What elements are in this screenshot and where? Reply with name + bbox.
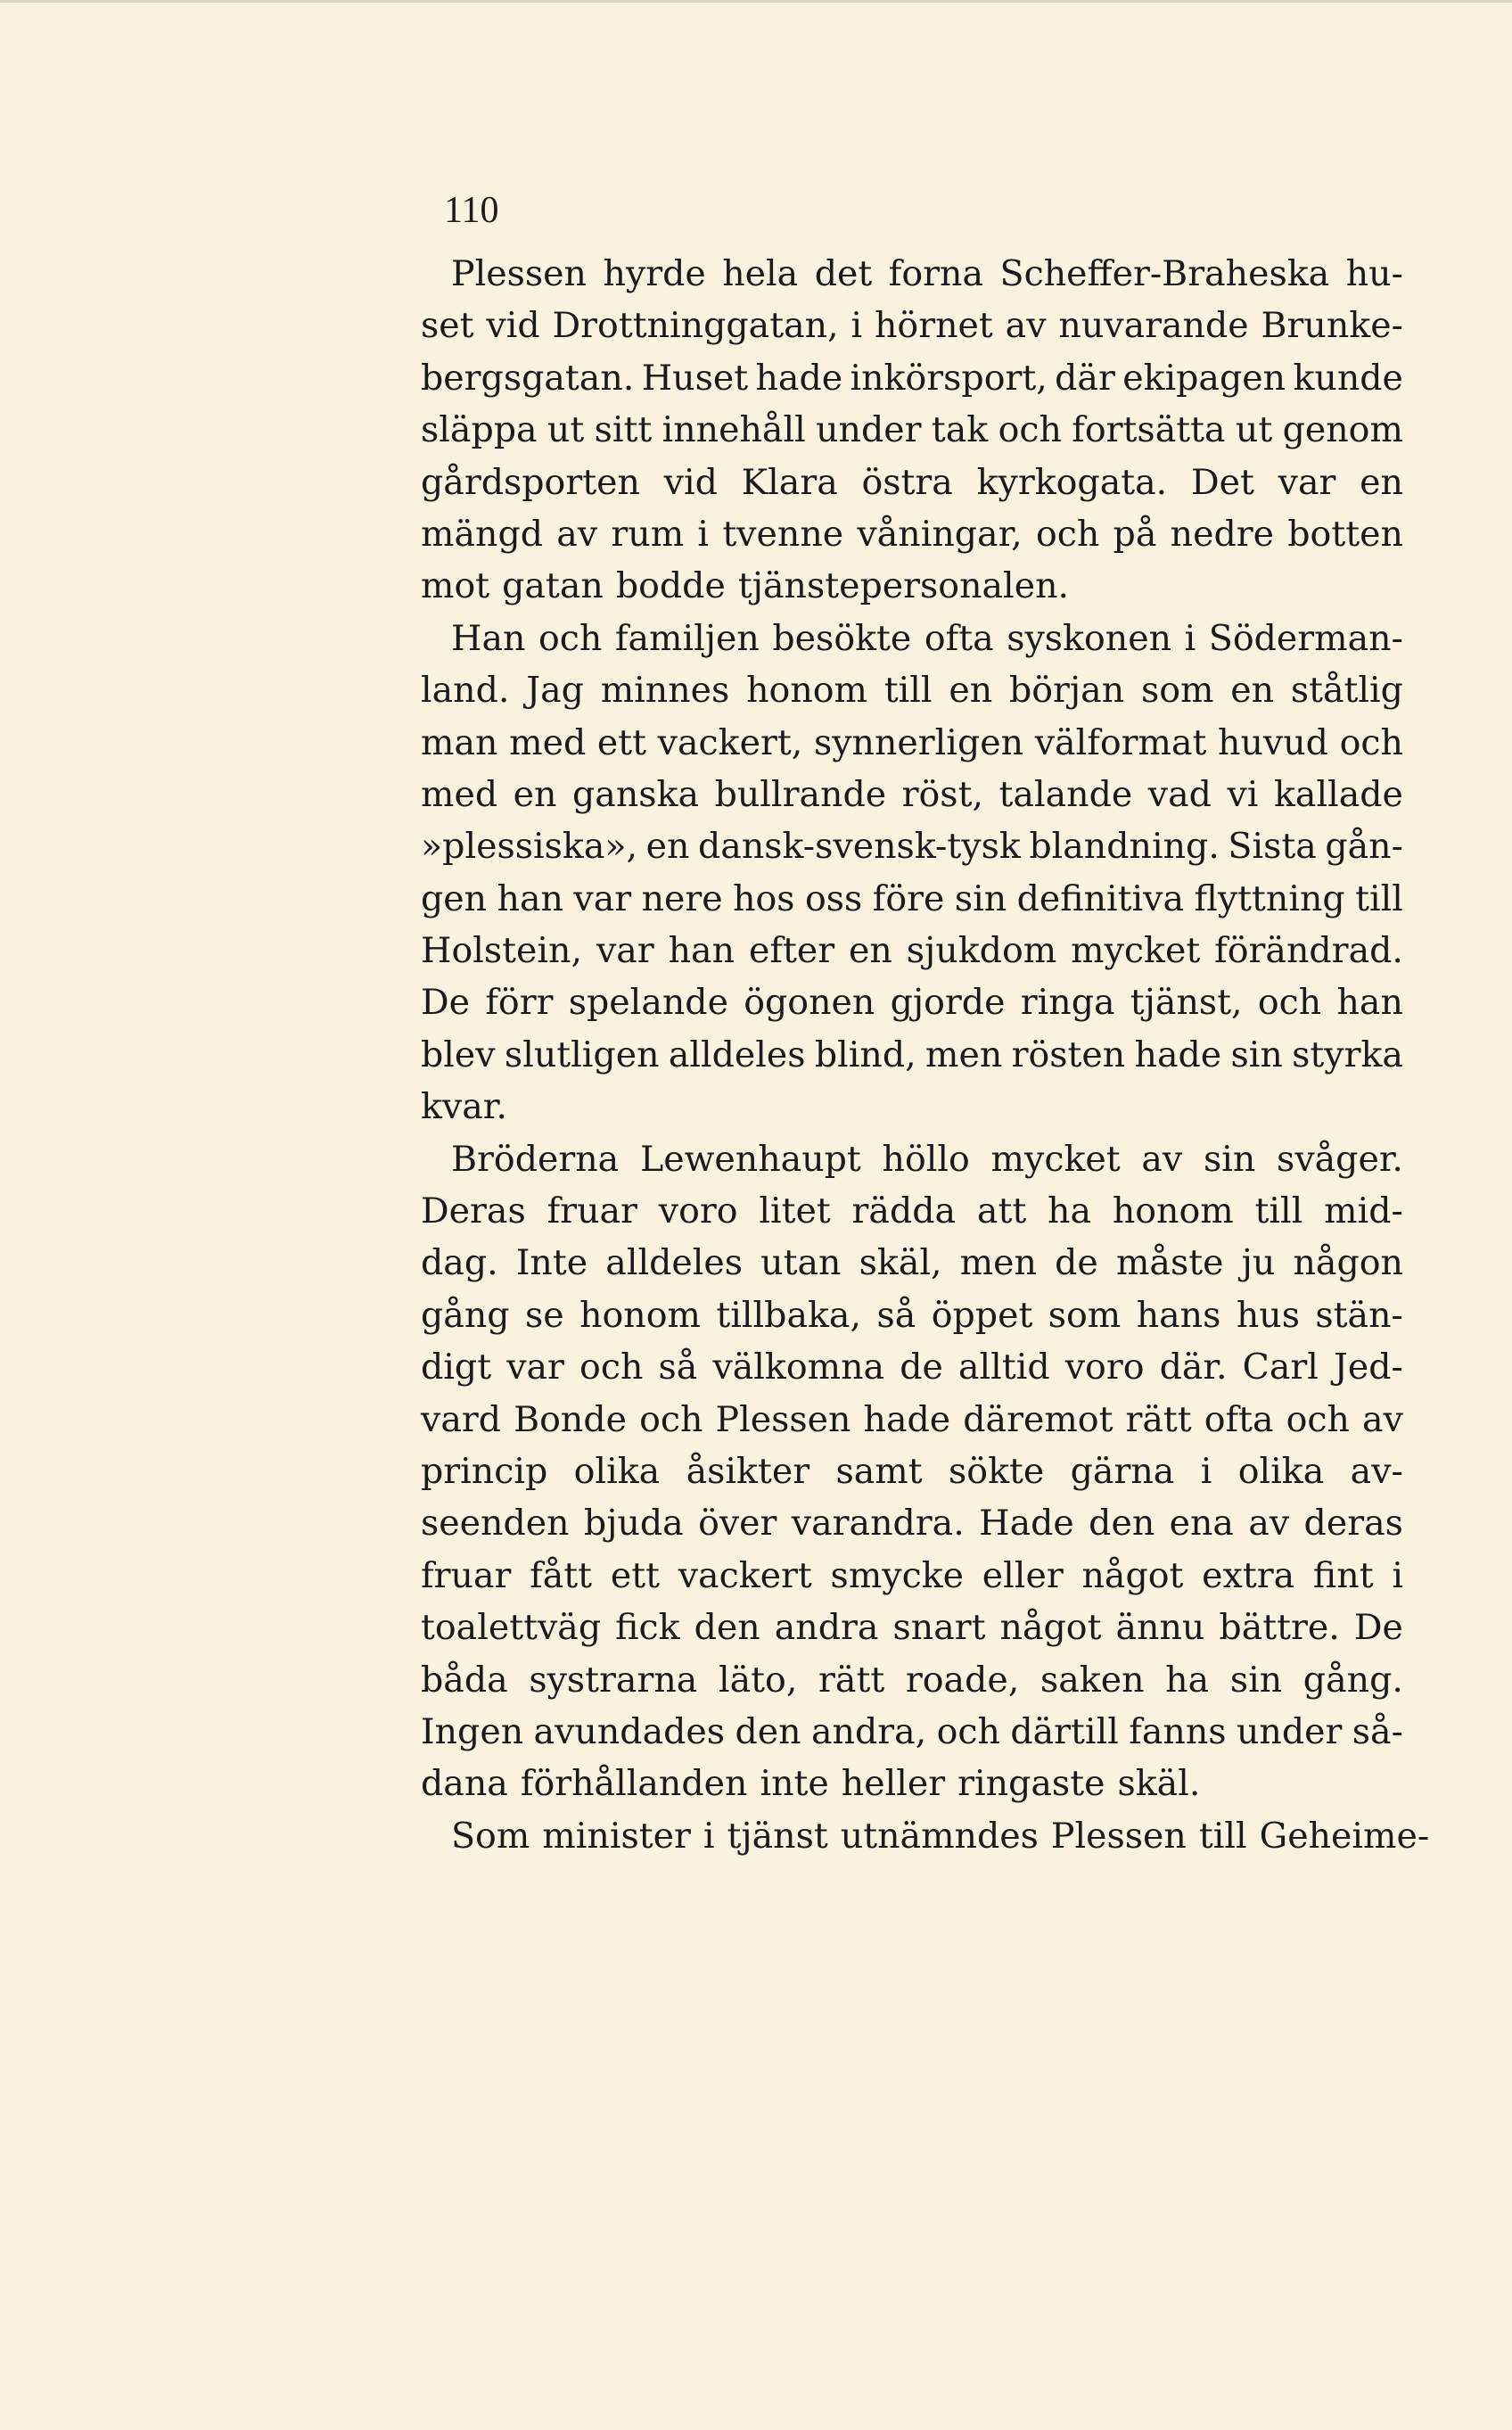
text-line: bergsgatan. Huset hade inkörsport, där ekipagen kunde [421,357,1403,399]
text-line: Bröderna Lewenhaupt höllo mycket av sin svåger. [451,1138,1403,1180]
paragraph [421,1810,1430,1862]
text-line: digt var och så välkomna de alltid voro där. Carl Jed- [421,1347,1403,1388]
text-line: gång se honom tillbaka, så öppet som hans hus stän- [421,1294,1403,1336]
text-line: land. Jag minnes honom till en början som en ståtlig [421,670,1403,712]
text-line: seenden bjuda över varandra. Hade den ena av deras [421,1503,1403,1544]
text-line: Ingen avundades den andra, och därtill fanns under så- [421,1710,1403,1752]
text-line: toalettväg fick den andra snart något ännu bättre. De [421,1607,1403,1649]
text-line: Som minister i tjänst utnämndes Plessen till Geheime- [451,1815,1430,1857]
text-line: vard Bonde och Plessen hade däremot rätt ofta och av [421,1398,1403,1440]
text-line: båda systrarna läto, rätt roade, saken ha sin gång. [421,1659,1403,1701]
text-line: gårdsporten vid Klara östra kyrkogata. Det var en [421,461,1403,503]
text-line: blev slutligen alldeles blind, men rösten hade sin styrka [421,1034,1403,1075]
text-line: gen han var nere hos oss före sin definitiva flyttning till [421,877,1403,919]
paragraph [421,248,1403,613]
text-line: med en ganska bullrande röst, talande vad vi kallade [421,773,1403,815]
text-line: mot gatan bodde tjänstepersonalen. [421,565,1070,607]
text-line: De förr spelande ögonen gjorde ringa tjänst, och han [421,982,1403,1024]
text-line: Deras fruar voro litet rädda att ha honom till mid- [421,1190,1403,1232]
page-number: 110 [444,190,499,231]
text-line: set vid Drottninggatan, i hörnet av nuvarande Brunke- [421,305,1403,347]
text-line: kvar. [421,1086,507,1128]
text-line: fruar fått ett vackert smycke eller något extra fint i [421,1554,1403,1596]
text-line: Plessen hyrde hela det forna Scheffer-Braheska hu- [451,253,1403,294]
text-line: man med ett vackert, synnerligen välformat huvud och [421,721,1403,763]
text-line: dag. Inte alldeles utan skäl, men de måste ju någon [421,1242,1403,1284]
text-line: dana förhållanden inte heller ringaste skäl. [421,1763,1201,1805]
text-line: mängd av rum i tvenne våningar, och på nedre botten [421,513,1403,555]
text-line: Han och familjen besökte ofta syskonen i Söderman- [451,617,1403,659]
page-top-edge [0,0,1512,3]
paragraph [421,1133,1403,1810]
text-line: släppa ut sitt innehåll under tak och fortsätta ut genom [421,409,1403,451]
text-line: »plessiska», en dansk-svensk-tysk blandning. Sista gån- [421,826,1403,868]
text-line: princip olika åsikter samt sökte gärna i olika av- [421,1450,1403,1492]
text-line: Holstein, var han efter en sjukdom mycket förändrad. [421,930,1403,972]
paragraph [421,613,1403,1133]
body-text [421,248,1430,1862]
